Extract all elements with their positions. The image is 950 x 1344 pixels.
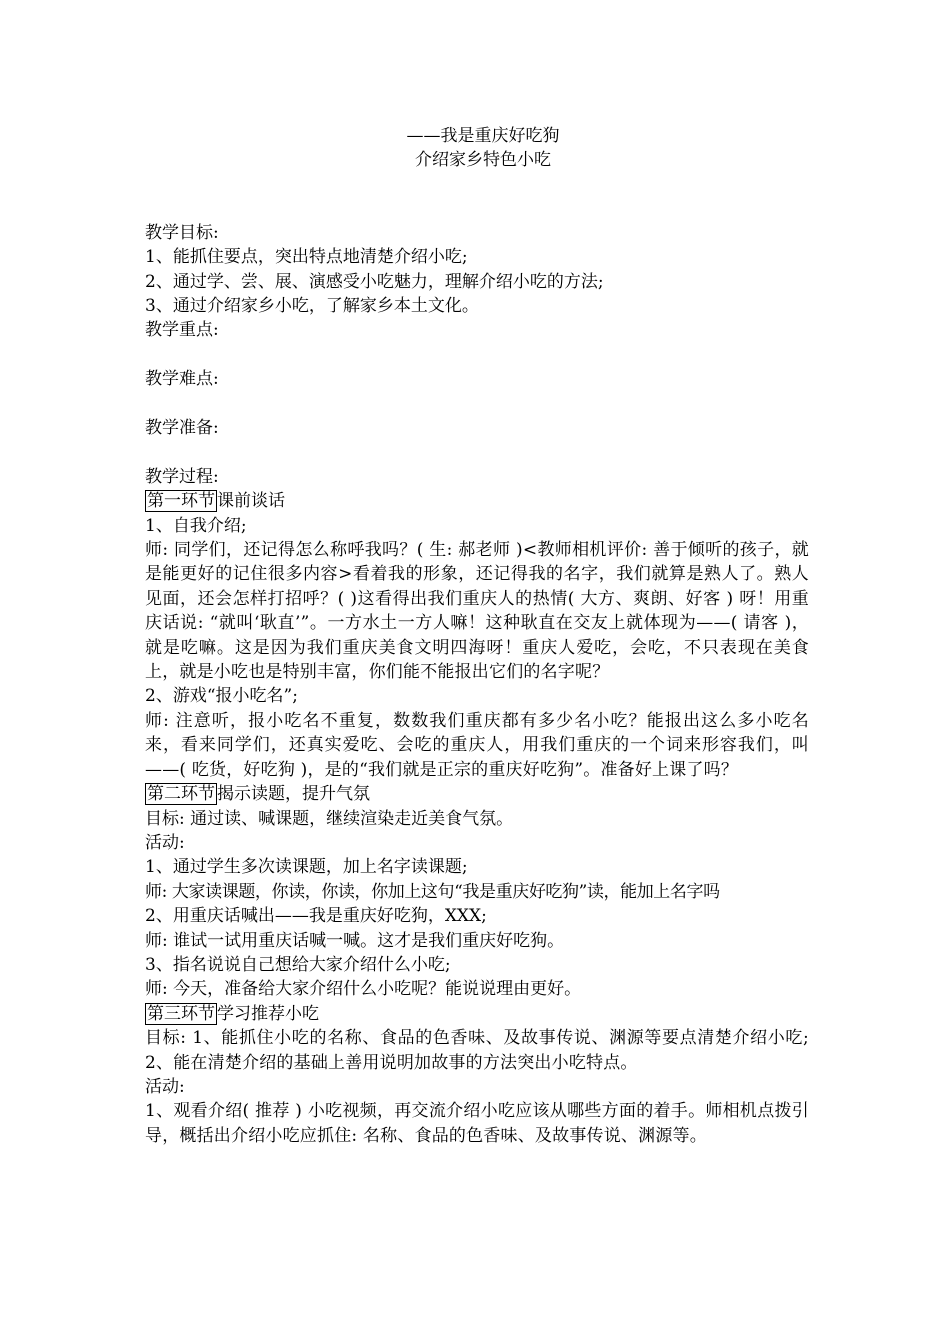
goal-item: 2、通过学、尝、展、演感受小吃魅力，理解介绍小吃的方法; bbox=[145, 271, 604, 292]
process-heading: 教学过程: bbox=[145, 466, 219, 487]
section-1-item-2: 2、游戏“报小吃名”; bbox=[145, 686, 298, 707]
section-2-line: 2、用重庆话喊出——我是重庆好吃狗，XXX; bbox=[145, 906, 487, 927]
section-3-goal: 目标: 1、能抓住小吃的名称、食品的色香味、及故事传说、渊源等要点清楚介绍小吃; 2、能在清楚介绍的基础上善用说明加故事的方法突出小吃特点。 bbox=[145, 1028, 809, 1073]
section-2-line: 1、通过学生多次读课题，加上名字读课题; bbox=[145, 857, 468, 878]
section-3-paragraph-1: 1、观看介绍( 推荐 ) 小吃视频，再交流介绍小吃应该从哪些方面的着手。师相机点拨引导，概括出介绍小吃应抓住: 名称、食品的色香味、及故事传说、渊源等。 bbox=[145, 1101, 809, 1146]
key-points-heading: 教学重点: bbox=[145, 320, 219, 341]
section-2-line: 师: 今天，准备给大家介绍什么小吃呢？能说说理由更好。 bbox=[145, 979, 582, 1000]
section-2-line: 3、指名说说自己想给大家介绍什么小吃; bbox=[145, 954, 451, 975]
document-page bbox=[145, 124, 809, 1148]
goal-item: 1、能抓住要点，突出特点地清楚介绍小吃; bbox=[145, 247, 468, 268]
section-2-title: 揭示读题，提升气氛 bbox=[217, 784, 370, 805]
section-3-activity: 活动: bbox=[145, 1076, 185, 1097]
goals-heading: 教学目标: bbox=[145, 222, 219, 243]
section-2-line: 师: 谁试一试用重庆话喊一喊。这才是我们重庆好吃狗。 bbox=[145, 930, 565, 951]
section-1-paragraph-2: 师: 注意听，报小吃名不重复，数数我们重庆都有多少名小吃？能报出这么多小吃名来，看来同学们，还真实爱吃、会吃的重庆人，用我们重庆的一个词来形容我们，叫——( 吃货，好吃狗 )，是的“我们就是正宗的重庆好吃狗”。准备好上课了吗？ bbox=[145, 710, 809, 780]
section-3-title: 学习推荐小吃 bbox=[217, 1003, 319, 1024]
title-line-2: 介绍家乡特色小吃 bbox=[415, 150, 551, 171]
section-1-title: 课前谈话 bbox=[217, 491, 285, 512]
section-2-goal: 目标: 通过读、喊课题，继续渲染走近美食气氛。 bbox=[145, 808, 514, 829]
section-2-activity: 活动: bbox=[145, 832, 185, 853]
title-line-1: ——我是重庆好吃狗 bbox=[406, 126, 560, 146]
section-2-heading bbox=[145, 782, 809, 806]
section-2-tag: 第二环节 bbox=[147, 784, 215, 805]
section-1-paragraph-1: 师: 同学们，还记得怎么称呼我吗？( 生: 郝老师 )<教师相机评价: 善于倾听的孩子，就是能更好的记住很多内容>看着我的形象，还记得我的名字，我们就算是熟人了。熟人见面，还会怎样打招呼？( )这看得出我们重庆人的热情( 大方、爽朗、好客 ) 呀！用重庆话说: “就叫‘耿直’”。一方水土一方人嘛！这种耿直在交友上就体现为——( 请客 )，就是吃嘛。这是因为我们重庆美食文明四海呀！重庆人爱吃，会吃，不只表现在美食上，就是小吃也是特别丰富，你们能不能报出它们的名字呢？ bbox=[145, 540, 809, 683]
section-1-heading bbox=[145, 489, 809, 513]
section-2-line: 师: 大家读课题，你读，你读，你加上这句“我是重庆好吃狗”读，能加上名字吗 bbox=[145, 881, 720, 902]
section-1-tag: 第一环节 bbox=[147, 491, 215, 512]
section-3-tag: 第三环节 bbox=[147, 1003, 215, 1024]
preparation-heading: 教学准备: bbox=[145, 418, 219, 439]
difficulties-heading: 教学难点: bbox=[145, 369, 219, 390]
goal-item: 3、通过介绍家乡小吃，了解家乡本土文化。 bbox=[145, 296, 479, 317]
section-3-heading bbox=[145, 1002, 809, 1026]
section-1-item-1: 1、自我介绍; bbox=[145, 515, 247, 536]
